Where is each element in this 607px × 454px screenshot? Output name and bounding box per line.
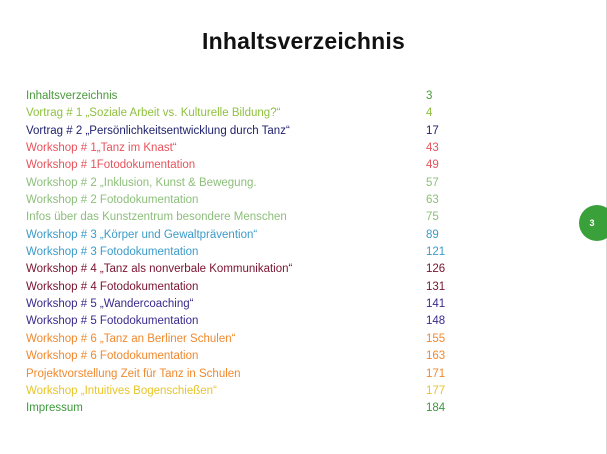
toc-entry[interactable] [26,175,456,192]
toc-entry-page: 3 [426,90,433,102]
toc-entry[interactable] [26,279,456,296]
toc-entry-page: 49 [426,159,439,172]
toc-entry-page: 63 [426,194,439,207]
toc-entry-page: 126 [426,263,446,276]
toc-entry[interactable] [26,140,456,157]
toc-entry-page: 75 [426,211,439,224]
toc-entry-page: 177 [426,384,446,397]
toc-entry[interactable] [26,400,456,417]
toc-entry-page: 43 [426,142,439,155]
toc-entry-label: Workshop # 4 „Tanz als nonverbale Kommunikation“ [26,263,293,276]
toc-entry[interactable] [26,366,456,383]
page-number: 3 [589,218,595,228]
toc-entry[interactable] [26,209,456,226]
toc-entry-label: Impressum [26,402,83,415]
toc-entry-label: Vortrag # 1 „Soziale Arbeit vs. Kulturelle Bildung?“ [26,107,281,120]
toc-entry-label: Workshop # 5 „Wandercoaching“ [26,298,194,311]
toc-entry[interactable] [26,157,456,174]
toc-entry[interactable] [26,88,456,105]
toc-entry[interactable] [26,192,456,209]
toc-entry-page: 163 [426,350,446,363]
toc-entry[interactable] [26,244,456,261]
toc-entry-label: Workshop # 3 „Körper und Gewaltprävention“ [26,228,258,241]
toc-entry[interactable] [26,296,456,313]
toc-entry[interactable] [26,313,456,330]
toc-entry[interactable] [26,331,456,348]
toc-entry-label: Workshop # 1„Tanz im Knast“ [26,142,177,155]
table-of-contents [26,88,456,418]
toc-entry-page: 17 [426,124,439,137]
toc-entry-label: Workshop # 3 Fotodokumentation [26,246,199,259]
page-title: Inhaltsverzeichnis [201,28,405,54]
toc-entry-label: Workshop # 1Fotodokumentation [26,159,196,172]
toc-entry-label: Projektvorstellung Zeit für Tanz in Schulen [26,367,241,380]
toc-entry-label: Infos über das Kunstzentrum besondere Menschen [26,211,287,224]
toc-entry-label: Workshop # 5 Fotodokumentation [26,315,199,328]
toc-entry-page: 184 [426,402,446,415]
toc-entry-label: Workshop „Intuitives Bogenschießen“ [26,384,217,397]
toc-entry-page: 155 [426,332,446,345]
toc-entry-page: 131 [426,280,446,293]
toc-entry-label: Vortrag # 2 „Persönlichkeitsentwicklung durch Tanz“ [26,124,290,137]
toc-entry-page: 141 [426,298,446,311]
toc-entry-label: Workshop # 4 Fotodokumentation [26,280,199,293]
toc-entry-label: Workshop # 6 „Tanz an Berliner Schulen“ [26,332,236,345]
toc-entry-label: Workshop # 6 Fotodokumentation [26,350,199,363]
toc-entry[interactable] [26,348,456,365]
toc-entry[interactable] [26,383,456,400]
toc-entry-label: Workshop # 2 „Inklusion, Kunst & Bewegung. [26,176,257,189]
toc-entry-page: 121 [426,246,446,259]
toc-entry-page: 4 [426,107,433,120]
toc-entry[interactable] [26,105,456,122]
toc-entry-page: 57 [426,176,439,189]
toc-entry-page: 89 [426,228,439,241]
toc-entry[interactable] [26,261,456,278]
toc-entry-label: Workshop # 2 Fotodokumentation [26,194,199,207]
toc-entry[interactable] [26,227,456,244]
toc-entry[interactable] [26,123,456,140]
toc-entry-label: Inhaltsverzeichnis [26,90,118,102]
toc-entry-page: 171 [426,367,446,380]
page-number-badge [579,205,607,241]
toc-entry-page: 148 [426,315,446,328]
